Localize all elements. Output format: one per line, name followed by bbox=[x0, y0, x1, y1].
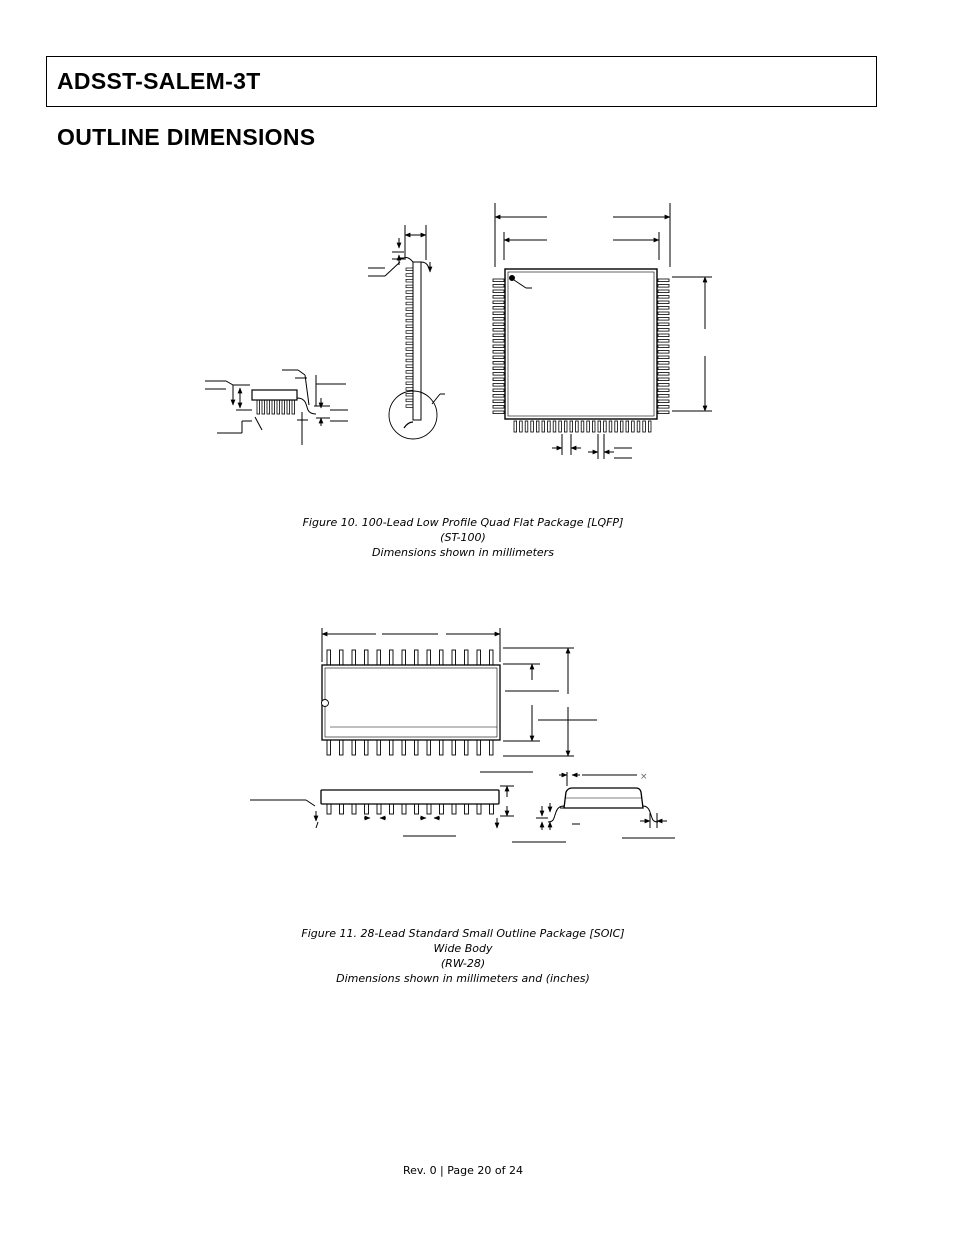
lead bbox=[377, 804, 381, 814]
lead bbox=[536, 421, 539, 432]
lead bbox=[658, 406, 669, 409]
part-number-title: ADSST-SALEM-3T bbox=[57, 68, 261, 94]
lead bbox=[658, 351, 669, 354]
lead bbox=[327, 740, 331, 755]
lead bbox=[658, 296, 669, 299]
lead bbox=[514, 421, 517, 432]
lead bbox=[648, 421, 651, 432]
lead bbox=[493, 356, 504, 359]
lead bbox=[402, 740, 406, 755]
lead bbox=[257, 400, 260, 414]
lead bbox=[658, 285, 669, 288]
lead bbox=[352, 740, 356, 755]
lead bbox=[658, 356, 669, 359]
lead bbox=[340, 804, 344, 814]
lead bbox=[272, 400, 275, 414]
lead bbox=[287, 400, 290, 414]
lead bbox=[576, 421, 579, 432]
lead bbox=[490, 650, 494, 665]
lead bbox=[658, 411, 669, 414]
lead bbox=[406, 365, 413, 368]
soic-angle-mark: × bbox=[640, 772, 648, 782]
lead bbox=[477, 740, 481, 755]
lead bbox=[493, 279, 504, 282]
lead bbox=[406, 376, 413, 379]
lead bbox=[406, 285, 413, 288]
lead bbox=[658, 340, 669, 343]
lead bbox=[427, 650, 431, 665]
lqfp-side-view-horizontal bbox=[205, 370, 348, 445]
lead bbox=[493, 323, 504, 326]
lead bbox=[587, 421, 590, 432]
figure10-caption-code: (ST-100) bbox=[440, 531, 486, 544]
lead bbox=[493, 395, 504, 398]
lead bbox=[282, 400, 285, 414]
lead bbox=[406, 399, 413, 402]
lead bbox=[406, 308, 413, 311]
lead bbox=[564, 421, 567, 432]
soic-drawing bbox=[250, 628, 675, 842]
lead bbox=[548, 421, 551, 432]
lead bbox=[493, 351, 504, 354]
lead bbox=[637, 421, 640, 432]
lead bbox=[427, 804, 431, 814]
lead bbox=[352, 804, 356, 814]
lead bbox=[493, 362, 504, 365]
lead bbox=[493, 406, 504, 409]
lead bbox=[493, 384, 504, 387]
lead bbox=[493, 285, 504, 288]
figure11-caption-title: Figure 11. 28-Lead Standard Small Outline Package [SOIC] bbox=[301, 927, 625, 940]
lead bbox=[493, 378, 504, 381]
lead bbox=[406, 393, 413, 396]
lead bbox=[406, 382, 413, 385]
lead bbox=[402, 804, 406, 814]
lead bbox=[525, 421, 528, 432]
lead bbox=[402, 650, 406, 665]
figure11-caption-body: Wide Body bbox=[433, 942, 493, 955]
lead bbox=[658, 307, 669, 310]
lead bbox=[493, 411, 504, 414]
lead bbox=[604, 421, 607, 432]
lead bbox=[620, 421, 623, 432]
lead bbox=[277, 400, 280, 414]
lead bbox=[658, 378, 669, 381]
lead bbox=[490, 740, 494, 755]
lead bbox=[365, 650, 369, 665]
lead bbox=[377, 740, 381, 755]
lead bbox=[406, 388, 413, 391]
lead bbox=[406, 331, 413, 334]
page-footer: Rev. 0 | Page 20 of 24 bbox=[403, 1164, 523, 1177]
lead bbox=[406, 342, 413, 345]
lead bbox=[553, 421, 556, 432]
figure11-caption-code: (RW-28) bbox=[440, 957, 486, 970]
lead bbox=[327, 650, 331, 665]
lead bbox=[477, 650, 481, 665]
lead bbox=[592, 421, 595, 432]
lead bbox=[477, 804, 481, 814]
lead bbox=[658, 373, 669, 376]
lead bbox=[406, 297, 413, 300]
lead bbox=[658, 400, 669, 403]
lead bbox=[643, 421, 646, 432]
lead bbox=[406, 291, 413, 294]
lead bbox=[493, 318, 504, 321]
lead bbox=[493, 345, 504, 348]
lead bbox=[406, 325, 413, 328]
figure11-caption bbox=[0, 926, 926, 986]
lead bbox=[406, 314, 413, 317]
lead bbox=[520, 421, 523, 432]
lead bbox=[658, 384, 669, 387]
lead bbox=[598, 421, 601, 432]
lqfp-side-view-vertical bbox=[368, 225, 445, 439]
lead bbox=[493, 329, 504, 332]
lead bbox=[292, 400, 295, 414]
lead bbox=[615, 421, 618, 432]
lead bbox=[406, 302, 413, 305]
lead bbox=[609, 421, 612, 432]
lead bbox=[415, 804, 419, 814]
lead bbox=[406, 274, 413, 277]
lead bbox=[658, 290, 669, 293]
lead bbox=[658, 301, 669, 304]
lead bbox=[658, 395, 669, 398]
lead bbox=[406, 359, 413, 362]
lead bbox=[493, 290, 504, 293]
lead bbox=[262, 400, 265, 414]
lead bbox=[493, 389, 504, 392]
lead bbox=[406, 348, 413, 351]
lead bbox=[531, 421, 534, 432]
lead bbox=[267, 400, 270, 414]
lead bbox=[365, 740, 369, 755]
lead bbox=[415, 650, 419, 665]
lead bbox=[340, 650, 344, 665]
lead bbox=[658, 362, 669, 365]
lead bbox=[658, 318, 669, 321]
lead bbox=[406, 279, 413, 282]
lead bbox=[390, 804, 394, 814]
lead bbox=[452, 804, 456, 814]
lead bbox=[365, 804, 369, 814]
lead bbox=[559, 421, 562, 432]
lead bbox=[327, 804, 331, 814]
lead bbox=[490, 804, 494, 814]
lead bbox=[377, 650, 381, 665]
lead bbox=[452, 740, 456, 755]
lead bbox=[493, 367, 504, 370]
lead bbox=[658, 323, 669, 326]
lead bbox=[406, 405, 413, 408]
lead bbox=[632, 421, 635, 432]
lead bbox=[406, 319, 413, 322]
lead bbox=[493, 400, 504, 403]
lead bbox=[340, 740, 344, 755]
lead bbox=[406, 354, 413, 357]
figure10-caption-units: Dimensions shown in millimeters bbox=[372, 546, 554, 559]
lead bbox=[440, 650, 444, 665]
lead bbox=[390, 650, 394, 665]
lead bbox=[658, 345, 669, 348]
lead bbox=[658, 279, 669, 282]
figure10-caption bbox=[0, 515, 926, 560]
lead bbox=[452, 650, 456, 665]
lead bbox=[658, 334, 669, 337]
lead bbox=[440, 804, 444, 814]
lead bbox=[465, 740, 469, 755]
lead bbox=[427, 740, 431, 755]
lead bbox=[493, 301, 504, 304]
lead bbox=[493, 307, 504, 310]
lead bbox=[493, 373, 504, 376]
lead bbox=[415, 740, 419, 755]
lead bbox=[352, 650, 356, 665]
lead bbox=[581, 421, 584, 432]
lead bbox=[658, 329, 669, 332]
lqfp-top-view bbox=[493, 203, 712, 459]
lqfp-drawing bbox=[205, 203, 712, 459]
lead bbox=[440, 740, 444, 755]
lead bbox=[493, 312, 504, 315]
lead bbox=[493, 340, 504, 343]
lead bbox=[658, 367, 669, 370]
figure10-caption-title: Figure 10. 100-Lead Low Profile Quad Flat Package [LQFP] bbox=[302, 516, 624, 529]
lead bbox=[390, 740, 394, 755]
lead bbox=[493, 296, 504, 299]
lead bbox=[465, 650, 469, 665]
lead bbox=[626, 421, 629, 432]
lead bbox=[406, 268, 413, 271]
lead bbox=[658, 389, 669, 392]
section-title: OUTLINE DIMENSIONS bbox=[57, 124, 316, 150]
figure11-caption-units: Dimensions shown in millimeters and (inches) bbox=[336, 972, 590, 985]
lead bbox=[465, 804, 469, 814]
lead bbox=[406, 336, 413, 339]
lead bbox=[542, 421, 545, 432]
lead bbox=[406, 371, 413, 374]
lead bbox=[658, 312, 669, 315]
lead bbox=[493, 334, 504, 337]
lead bbox=[570, 421, 573, 432]
